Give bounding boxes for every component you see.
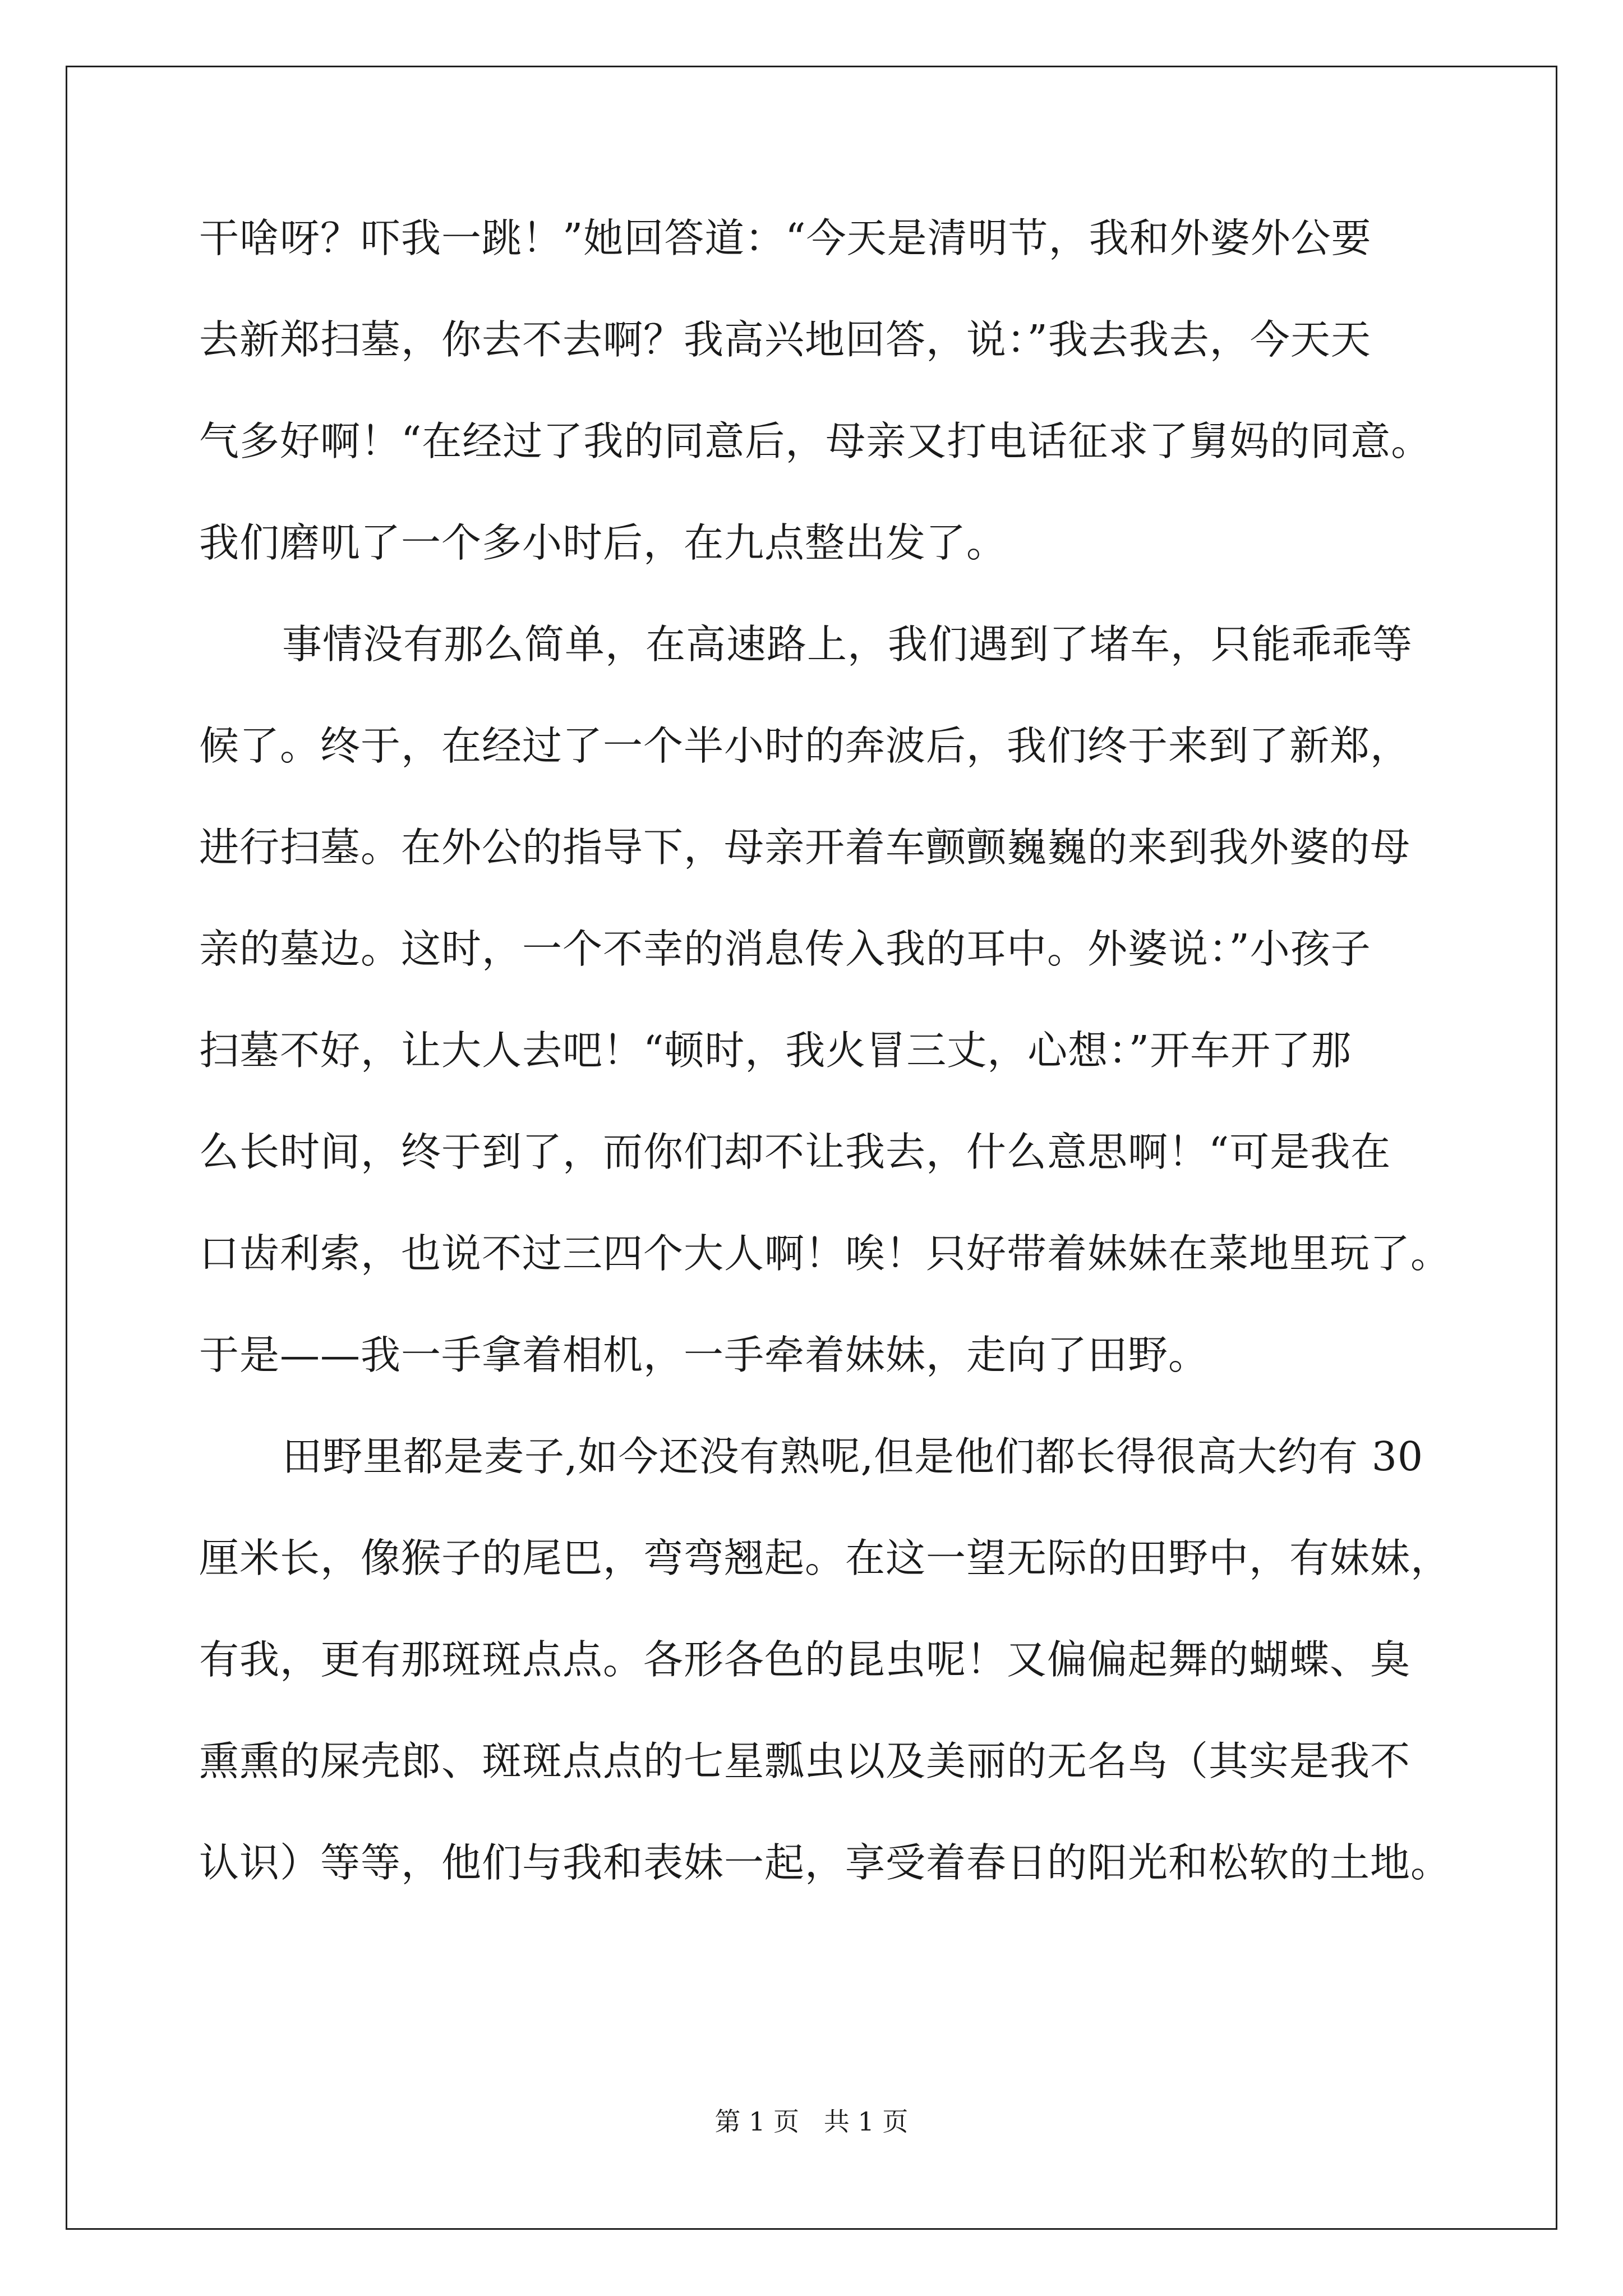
paragraph-first-line: 事情没有那么简单，在高速路上，我们遇到了堵车，只能乖乖等 bbox=[282, 621, 1413, 668]
text-line: 有我，更有那斑斑点点。各形各色的昆虫呢！又偏偏起舞的蝴蝶、臭 bbox=[199, 1636, 1411, 1683]
page-footer: 第 1 页 共 1 页 bbox=[714, 2106, 909, 2137]
text-line: 亲的墓边。这时，一个不幸的消息传入我的耳中。外婆说：”小孩子 bbox=[199, 926, 1371, 972]
text-line: 熏熏的屎壳郎、斑斑点点的七星瓢虫以及美丽的无名鸟（其实是我不 bbox=[199, 1738, 1411, 1784]
text-line: 去新郑扫墓，你去不去啊？我高兴地回答，说：”我去我去，今天天 bbox=[199, 316, 1371, 363]
text-line: 我们磨叽了一个多小时后，在九点整出发了。 bbox=[199, 519, 1007, 566]
text-line: 口齿利索，也说不过三四个大人啊！唉！只好带着妹妹在菜地里玩了。 bbox=[199, 1230, 1451, 1277]
text-line: 于是——我一手拿着相机，一手牵着妹妹，走向了田野。 bbox=[199, 1332, 1209, 1378]
body-text bbox=[199, 208, 1451, 1934]
text-line: 么长时间，终于到了，而你们却不让我去，什么意思啊！“可是我在 bbox=[199, 1129, 1391, 1175]
text-line: 进行扫墓。在外公的指导下，母亲开着车颤颤巍巍的来到我外婆的母 bbox=[199, 824, 1411, 871]
text-line: 认识）等等，他们与我和表妹一起，享受着春日的阳光和松软的土地。 bbox=[199, 1839, 1451, 1886]
paragraph-first-line: 田野里都是麦子,如今还没有熟呢,但是他们都长得很高大约有 30 bbox=[282, 1433, 1424, 1480]
text-line: 候了。终于，在经过了一个半小时的奔波后，我们终于来到了新郑， bbox=[199, 723, 1411, 769]
text-line: 扫墓不好，让大人去吧！“顿时，我火冒三丈，心想：”开车开了那 bbox=[199, 1027, 1352, 1074]
text-line: 干啥呀？吓我一跳！”她回答道：“今天是清明节，我和外婆外公要 bbox=[199, 215, 1372, 261]
text-line: 厘米长，像猴子的尾巴，弯弯翘起。在这一望无际的田野中，有妹妹， bbox=[199, 1535, 1451, 1581]
text-line: 气多好啊！“在经过了我的同意后，母亲又打电话征求了舅妈的同意。 bbox=[199, 418, 1432, 464]
